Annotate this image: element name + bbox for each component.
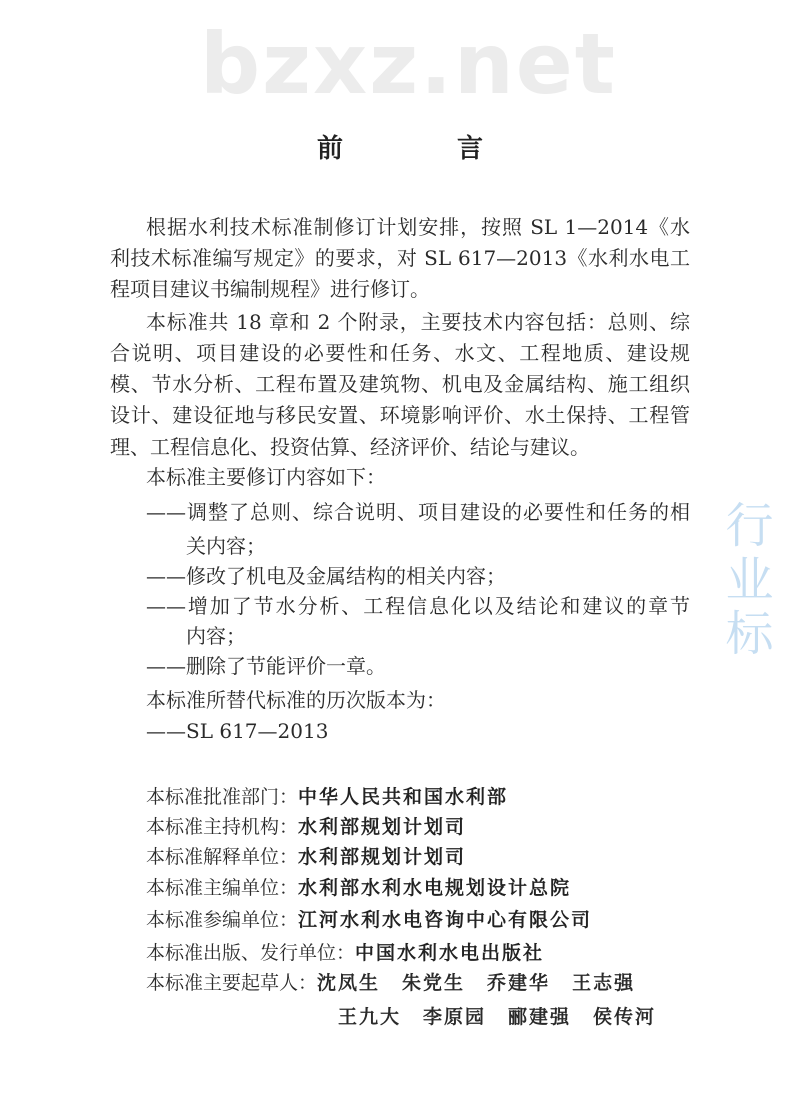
meta-row (146, 873, 571, 903)
revision-item: ——增加了节水分析、工程信息化以及结论和建议的章节 (146, 594, 690, 618)
meta-label: 本标准出版、发行单位： (146, 942, 356, 964)
paragraph-line: 本标准主要修订内容如下： (146, 465, 386, 489)
meta-value: 水利部水利水电规划设计总院 (298, 877, 572, 899)
paragraph-line: 根据水利技术标准制修订计划安排，按照 SL 1—2014《水 (146, 215, 690, 239)
watermark-bzxz: bzxz.net (200, 15, 617, 113)
paragraph-line: 本标准所替代标准的历次版本为： (146, 688, 446, 712)
revision-item: ——修改了机电及金属结构的相关内容； (146, 564, 506, 588)
meta-label: 本标准主持机构： (146, 816, 299, 838)
drafter-name: 郦建强 (508, 1006, 572, 1028)
drafters-row (338, 1002, 678, 1032)
drafters-label: 本标准主要起草人： (146, 972, 318, 994)
revision-item: ——删除了节能评价一章。 (146, 654, 386, 678)
meta-row (146, 905, 592, 935)
paragraph-line: 理、工程信息化、投资估算、经济评价、结论与建议。 (110, 435, 590, 459)
meta-row (146, 842, 466, 872)
meta-label: 本标准解释单位： (146, 846, 299, 868)
paragraph-line: 设计、建设征地与移民安置、环境影响评价、水土保持、工程管 (110, 403, 690, 427)
meta-row (146, 782, 508, 812)
meta-label: 本标准主编单位： (146, 877, 299, 899)
paragraph-line: 本标准共 18 章和 2 个附录，主要技术内容包括：总则、综 (146, 310, 690, 334)
paragraph-line: 合说明、项目建设的必要性和任务、水文、工程地质、建设规 (110, 341, 690, 365)
drafter-name: 王九大 (338, 1006, 402, 1028)
meta-value: 江河水利水电咨询中心有限公司 (298, 909, 593, 931)
meta-value: 中国水利水电出版社 (355, 942, 545, 964)
revision-item: ——调整了总则、综合说明、项目建设的必要性和任务的相 (146, 500, 690, 524)
drafter-name: 乔建华 (487, 972, 551, 994)
watermark-stamp: 行业标 (717, 500, 773, 662)
meta-value: 水利部规划计划司 (298, 846, 467, 868)
revision-item-cont: 内容； (186, 624, 246, 648)
drafters-row (146, 968, 657, 998)
drafter-name: 沈凤生 (317, 972, 381, 994)
meta-label: 本标准参编单位： (146, 909, 299, 931)
paragraph-line: 利技术标准编写规定》的要求，对 SL 617—2013《水利水电工 (110, 246, 690, 270)
meta-label: 本标准批准部门： (146, 786, 299, 808)
drafter-name: 王志强 (572, 972, 636, 994)
meta-value: 中华人民共和国水利部 (298, 786, 509, 808)
page-title: 前 言 (316, 134, 527, 164)
paragraph-line: 程项目建议书编制规程》进行修订。 (110, 277, 430, 301)
meta-row (146, 812, 466, 842)
revision-item-cont: 关内容； (186, 534, 266, 558)
drafter-name: 李原园 (423, 1006, 487, 1028)
previous-version: ——SL 617—2013 (146, 719, 329, 743)
paragraph-line: 模、节水分析、工程布置及建筑物、机电及金属结构、施工组织 (110, 372, 690, 396)
drafter-name: 朱党生 (402, 972, 466, 994)
drafter-name: 侯传河 (593, 1006, 657, 1028)
meta-value: 水利部规划计划司 (298, 816, 467, 838)
meta-row (146, 938, 544, 968)
